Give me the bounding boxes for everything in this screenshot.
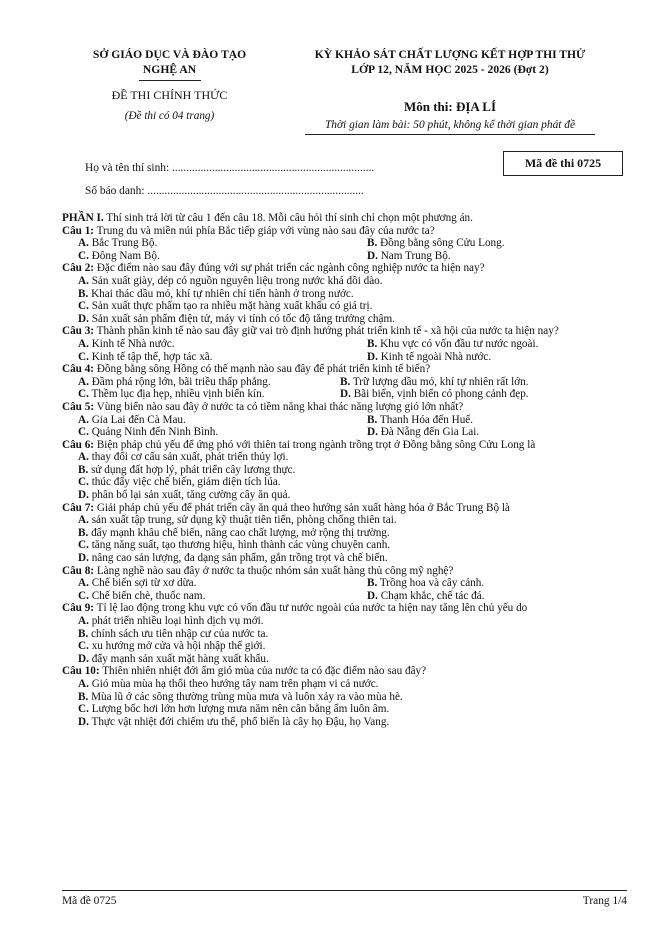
option-letter: B. (367, 577, 378, 590)
question-text: Đồng bằng sông Hồng có thế mạnh nào sau đây để phát triển kinh tế biển? (94, 363, 431, 376)
option-letter: A. (78, 451, 89, 464)
option-c (78, 250, 160, 263)
question-7 (62, 502, 627, 515)
option-text: Mùa lũ ở các sông thường trùng mùa mưa và luôn xảy ra vào mùa hè. (88, 690, 403, 703)
option-text: thúc đẩy việc chế biến, giảm diện tích lúa. (88, 476, 281, 489)
candidate-id-line: Số báo danh: ............................................................................ (85, 185, 364, 197)
option-letter: A. (78, 413, 89, 426)
option-letter: C. (78, 476, 89, 489)
subject-title: Môn thi: ĐỊA LÍ (403, 99, 497, 114)
option-text: Kinh tế tập thể, hợp tác xã. (88, 350, 213, 363)
option-c (62, 640, 627, 653)
question-number: Câu 5: (62, 400, 95, 413)
option-text: Đông Nam Bộ. (88, 249, 160, 262)
option-a (62, 514, 627, 527)
part-title: PHẦN I. (62, 212, 104, 224)
option-b (62, 464, 627, 477)
option-d (62, 489, 627, 502)
option-d (367, 351, 491, 364)
option-letter: A. (78, 337, 89, 350)
option-a (78, 237, 157, 250)
question-number: Câu 2: (62, 262, 95, 275)
option-text: tăng năng suất, tạo thương hiệu, hình thành các vùng chuyên canh. (88, 539, 391, 552)
option-letter: C. (78, 426, 89, 439)
option-text: Thanh Hóa đến Huế. (377, 413, 474, 426)
option-d (367, 426, 479, 439)
option-text: phát triển nhiều loại hình dịch vụ mới. (88, 615, 264, 627)
option-text: thay đổi cơ cấu sản xuất, phát triển thủy lợi. (88, 451, 289, 464)
question-number: Câu 1: (62, 224, 95, 237)
option-letter: C. (78, 640, 89, 653)
option-a (62, 678, 627, 691)
option-text: nâng cao sản lượng, đa dạng sản phẩm, gắn trồng trọt và chế biến. (88, 552, 388, 565)
exam-title-line2: LỚP 12, NĂM HỌC 2025 - 2026 (Đợt 2) (351, 63, 549, 76)
part-instruction (62, 212, 627, 225)
option-letter: B. (78, 526, 89, 539)
options-row (62, 237, 627, 250)
option-letter: B. (367, 413, 378, 426)
option-letter: B. (78, 627, 89, 640)
header-left (62, 47, 277, 124)
option-c (78, 590, 205, 603)
option-c (62, 539, 627, 552)
option-text: Chế biến chè, thuốc nam. (88, 589, 206, 602)
option-text: Khu vực có vốn đầu tư nước ngoài. (377, 337, 539, 350)
option-text: sản xuất tập trung, sử dụng kỹ thuật tiên tiến, phòng chống thiên tai. (88, 514, 397, 527)
question-text: Thiên nhiên nhiệt đới ẩm gió mùa của nước ta có đặc điểm nào sau đây? (99, 665, 427, 678)
option-letter: C. (78, 703, 89, 716)
option-letter: A. (78, 615, 89, 627)
pages-note: (Đề thi có 04 trang) (124, 110, 215, 122)
question-number: Câu 3: (62, 325, 95, 338)
option-text: Thềm lục địa hẹp, nhiều vịnh biển kín. (88, 388, 265, 401)
option-d (62, 716, 627, 729)
option-b (367, 338, 538, 351)
header-divider (139, 80, 201, 81)
option-letter: A. (78, 677, 89, 690)
question-number: Câu 7: (62, 501, 95, 514)
option-d (62, 313, 627, 326)
question-number: Câu 10: (62, 665, 100, 678)
question-2 (62, 262, 627, 275)
option-c (78, 388, 265, 401)
option-letter: C. (78, 249, 89, 262)
option-letter: D. (367, 589, 378, 602)
part-instruction-text: Thí sinh trả lời từ câu 1 đến câu 18. Mỗi câu hỏi thí sinh chỉ chọn một phương án. (103, 212, 473, 224)
option-text: Đồng bằng sông Cửu Long. (377, 237, 505, 250)
option-c (62, 476, 627, 489)
option-letter: D. (78, 312, 89, 325)
footer-rule (62, 890, 627, 891)
question-4 (62, 363, 627, 376)
options-row (62, 376, 627, 389)
option-text: Chạm khắc, chế tác đá. (377, 589, 485, 602)
option-b (367, 414, 473, 427)
question-text: Làng nghề nào sau đây ở nước ta thuộc nhóm sản xuất hàng thủ công mỹ nghệ? (94, 564, 454, 577)
option-d (367, 590, 484, 603)
question-text: Biện pháp chủ yếu để ứng phó với thiên tai trong ngành trồng trọt ở Đồng bằng sông Cửu Long là (94, 438, 536, 451)
option-c (62, 703, 627, 716)
question-text: Giải pháp chủ yếu để phát triển cây ăn quả theo hướng sản xuất hàng hóa ở Bắc Trung Bộ là (94, 501, 510, 514)
option-letter: D. (367, 350, 378, 363)
option-letter: B. (340, 375, 351, 388)
option-letter: C. (78, 388, 89, 401)
header-right (277, 47, 623, 135)
option-text: Kinh tế ngoài Nhà nước. (377, 350, 492, 363)
option-b (62, 288, 627, 301)
option-text: Sản xuất sản phẩm điện tử, máy vi tính có tốc độ tăng trưởng chậm. (88, 312, 395, 325)
option-text: Khai thác dầu mỏ, khí tự nhiên chỉ tiến hành ở trong nước. (88, 287, 354, 300)
option-d (340, 388, 529, 401)
option-letter: C. (78, 589, 89, 602)
option-letter: C. (78, 539, 89, 552)
question-10 (62, 665, 627, 678)
option-text: sử dụng đất hợp lý, phát triển cây lương thực. (88, 463, 296, 476)
option-letter: A. (78, 274, 89, 287)
question-number: Câu 6: (62, 438, 95, 451)
question-text: Vùng biển nào sau đây ở nước ta có tiềm năng khai thác năng lượng gió lớn nhất? (94, 400, 464, 413)
option-letter: D. (78, 552, 89, 565)
options-row (62, 426, 627, 439)
option-letter: D. (78, 715, 89, 728)
option-text: Sản xuất thực phẩm tạo ra nhiều mặt hàng xuất khẩu có giá trị. (88, 300, 373, 313)
option-letter: C. (78, 350, 89, 363)
department-line1: SỞ GIÁO DỤC VÀ ĐÀO TẠO (92, 48, 247, 61)
options-row (62, 338, 627, 351)
option-text: Đầm phá rộng lớn, bãi triều thấp phẳng. (88, 375, 271, 388)
option-a (78, 577, 196, 590)
option-a (62, 275, 627, 288)
options-row (62, 351, 627, 364)
option-a (78, 376, 271, 389)
question-number: Câu 4: (62, 363, 95, 376)
option-letter: D. (78, 489, 89, 502)
option-letter: B. (78, 463, 89, 476)
option-letter: C. (78, 300, 89, 313)
question-number: Câu 8: (62, 564, 95, 577)
option-letter: D. (340, 388, 351, 401)
question-text: Tỉ lệ lao động trong khu vực có vốn đầu tư nước ngoài của nước ta hiện nay tăng lên chủ yếu do (94, 602, 528, 615)
option-text: Gió mùa mùa hạ thổi theo hướng tây nam trên phạm vi cả nước. (88, 677, 379, 690)
option-text: chính sách ưu tiên nhập cư của nước ta. (88, 627, 269, 640)
option-text: Thực vật nhiệt đới chiếm ưu thế, phổ biến là cây họ Đậu, họ Vang. (88, 715, 390, 728)
question-number: Câu 9: (62, 602, 95, 615)
question-6 (62, 439, 627, 452)
option-text: Đà Nẵng đến Gia Lai. (377, 426, 480, 439)
department-line2: NGHỆ AN (142, 63, 197, 76)
options-row (62, 590, 627, 603)
option-text: Sản xuất giày, dép có nguồn nguyên liệu trong nước khá dồi dào. (88, 274, 383, 287)
options-row (62, 388, 627, 401)
candidate-name-line: Họ và tên thí sinh: ....................................................................... (85, 162, 375, 174)
option-letter: A. (78, 577, 89, 590)
option-text: Gia Lai đến Cà Mau. (88, 413, 186, 426)
question-9 (62, 602, 627, 615)
option-text: đẩy mạnh sản xuất mặt hàng xuất khẩu. (88, 652, 269, 665)
options-row (62, 577, 627, 590)
option-text: Trữ lượng dầu mỏ, khí tự nhiên rất lớn. (350, 375, 529, 388)
option-letter: B. (78, 690, 89, 703)
exam-code-box (503, 151, 623, 176)
question-text: Trung du và miền núi phía Bắc tiếp giáp với vùng nào sau đây của nước ta? (94, 224, 435, 237)
question-5 (62, 401, 627, 414)
option-text: Trồng hoa và cây cảnh. (377, 577, 485, 590)
options-row (62, 414, 627, 427)
footer-page-number: Trang 1/4 (582, 895, 627, 907)
option-letter: B. (367, 237, 378, 250)
options-row (62, 250, 627, 263)
option-text: phân bố lại sản xuất, tăng cường cây ăn quả. (88, 489, 291, 502)
question-1 (62, 225, 627, 238)
option-b (62, 527, 627, 540)
option-text: Nam Trung Bộ. (377, 249, 451, 262)
option-d (62, 653, 627, 666)
footer-exam-code: Mã đề 0725 (62, 895, 117, 907)
option-letter: D. (78, 652, 89, 665)
option-c (78, 426, 218, 439)
question-3 (62, 325, 627, 338)
option-text: Quảng Ninh đến Ninh Bình. (88, 426, 219, 439)
option-letter: A. (78, 375, 89, 388)
option-a (62, 451, 627, 464)
time-limit: Thời gian làm bài: 50 phút, không kể thời gian phát đề (324, 119, 576, 131)
option-c (78, 351, 213, 364)
option-d (367, 250, 451, 263)
exam-title-line1: KỲ KHẢO SÁT CHẤT LƯỢNG KẾT HỢP THI THỬ (314, 48, 586, 61)
option-letter: B. (78, 287, 89, 300)
option-text: Kinh tế Nhà nước. (88, 337, 175, 350)
time-underline (305, 134, 595, 135)
option-letter: D. (367, 249, 378, 262)
question-text: Thành phần kinh tế nào sau đây giữ vai trò định hướng phát triển kinh tế - xã hội của nước ta hiện nay? (94, 325, 559, 338)
option-b (340, 376, 529, 389)
option-text: Lượng bốc hơi lớn hơn lượng mưa năm nên cân bằng ẩm luôn âm. (88, 703, 390, 716)
option-d (62, 552, 627, 565)
option-text: Chế biến sợi từ xơ dừa. (88, 577, 197, 590)
option-c (62, 300, 627, 313)
option-text: đẩy mạnh khâu chế biến, nâng cao chất lượng, mở rộng thị trường. (88, 526, 390, 539)
question-content (62, 212, 627, 728)
question-text: Đặc điểm nào sau đây đúng với sự phát triển các ngành công nghiệp nước ta hiện nay? (94, 262, 485, 275)
option-b (62, 628, 627, 641)
option-letter: B. (367, 337, 378, 350)
option-text: xu hướng mở cửa và hội nhập thế giới. (88, 640, 266, 653)
option-a (78, 414, 186, 427)
option-a (62, 615, 627, 628)
official-label: ĐỀ THI CHÍNH THỨC (111, 88, 228, 102)
option-letter: A. (78, 514, 89, 527)
option-letter: A. (78, 237, 89, 250)
option-b (367, 577, 484, 590)
question-8 (62, 565, 627, 578)
option-text: Bãi biển, vịnh biển có phong cảnh đẹp. (350, 388, 529, 401)
option-b (62, 691, 627, 704)
option-b (367, 237, 505, 250)
exam-code: Mã đề thi 0725 (524, 156, 602, 170)
option-a (78, 338, 175, 351)
option-text: Bắc Trung Bộ. (88, 237, 158, 250)
option-letter: D. (367, 426, 378, 439)
